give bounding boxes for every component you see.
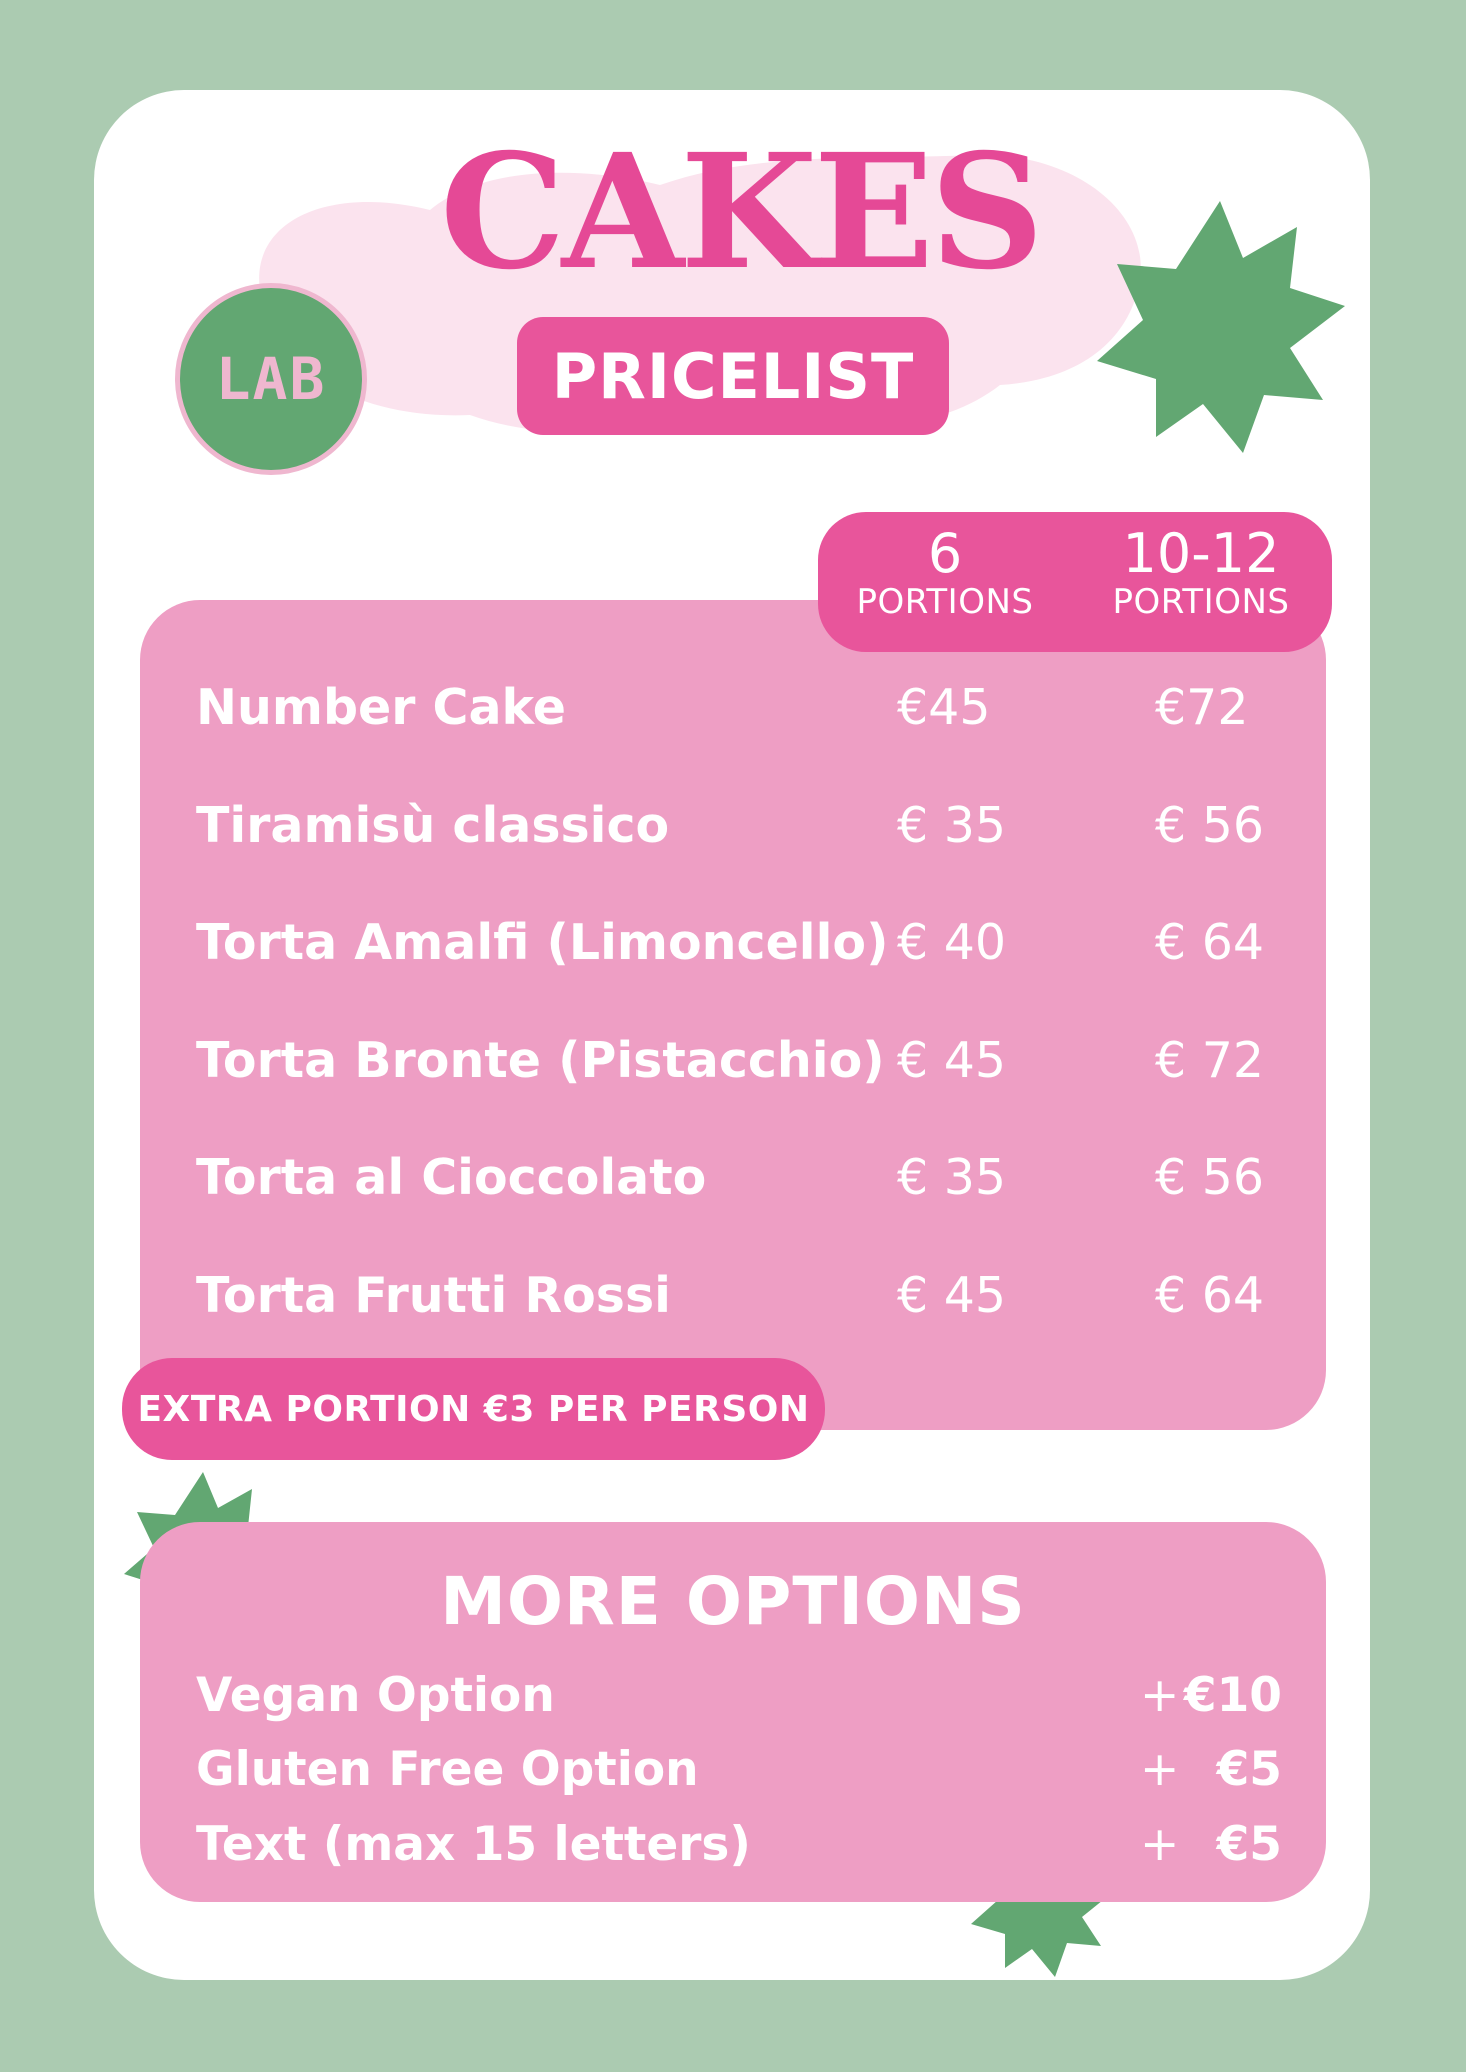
column-number: 6	[927, 522, 963, 585]
cake-name: Number Cake	[196, 679, 567, 736]
list-item	[140, 1031, 1326, 1091]
logo-text: LAB	[215, 345, 327, 413]
more-options-panel	[140, 1522, 1326, 1902]
price-10-12-portions: € 72	[1155, 1032, 1265, 1089]
price-6-portions: € 45	[897, 1267, 1007, 1324]
cake-name: Torta Amalfi (Limoncello)	[196, 914, 889, 971]
option-price: €5	[1216, 1817, 1282, 1872]
list-item	[140, 1815, 1326, 1875]
list-item	[140, 1266, 1326, 1326]
price-6-portions: € 35	[897, 797, 1007, 854]
cake-name: Tiramisù classico	[196, 797, 670, 854]
portions-header	[818, 512, 1332, 652]
list-item	[140, 1740, 1326, 1800]
list-item	[140, 796, 1326, 856]
column-10-12-portions	[1086, 522, 1316, 622]
extra-portion-note: EXTRA PORTION €3 PER PERSON	[122, 1358, 825, 1460]
options-title: MORE OPTIONS	[440, 1563, 1026, 1640]
cake-name: Torta al Cioccolato	[196, 1149, 707, 1206]
price-10-12-portions: €72	[1155, 679, 1249, 736]
price-10-12-portions: € 56	[1155, 1149, 1265, 1206]
plus-sign: +	[1140, 1668, 1180, 1723]
lab-logo	[175, 283, 367, 475]
price-6-portions: €45	[897, 679, 991, 736]
pricelist-badge: PRICELIST	[517, 317, 949, 435]
column-label: PORTIONS	[1112, 582, 1290, 622]
column-label: PORTIONS	[856, 582, 1034, 622]
list-item	[140, 678, 1326, 738]
plus-sign: +	[1140, 1817, 1180, 1872]
plus-sign: +	[1140, 1742, 1180, 1797]
option-price: €10	[1183, 1668, 1282, 1723]
list-item	[140, 1666, 1326, 1726]
column-number: 10-12	[1122, 522, 1280, 585]
price-10-12-portions: € 56	[1155, 797, 1265, 854]
price-10-12-portions: € 64	[1155, 914, 1265, 971]
option-name: Text (max 15 letters)	[196, 1817, 751, 1872]
price-6-portions: € 40	[897, 914, 1007, 971]
page-title: CAKES	[439, 120, 1041, 305]
option-price: €5	[1216, 1742, 1282, 1797]
list-item	[140, 1148, 1326, 1208]
cake-price-list	[140, 600, 1326, 1430]
price-6-portions: € 45	[897, 1032, 1007, 1089]
price-10-12-portions: € 64	[1155, 1267, 1265, 1324]
price-6-portions: € 35	[897, 1149, 1007, 1206]
cake-name: Torta Bronte (Pistacchio)	[196, 1032, 885, 1089]
option-name: Gluten Free Option	[196, 1742, 699, 1797]
option-name: Vegan Option	[196, 1668, 555, 1723]
column-6-portions	[830, 522, 1060, 622]
cake-name: Torta Frutti Rossi	[196, 1267, 671, 1324]
star-burst-icon	[1090, 200, 1350, 455]
list-item	[140, 913, 1326, 973]
